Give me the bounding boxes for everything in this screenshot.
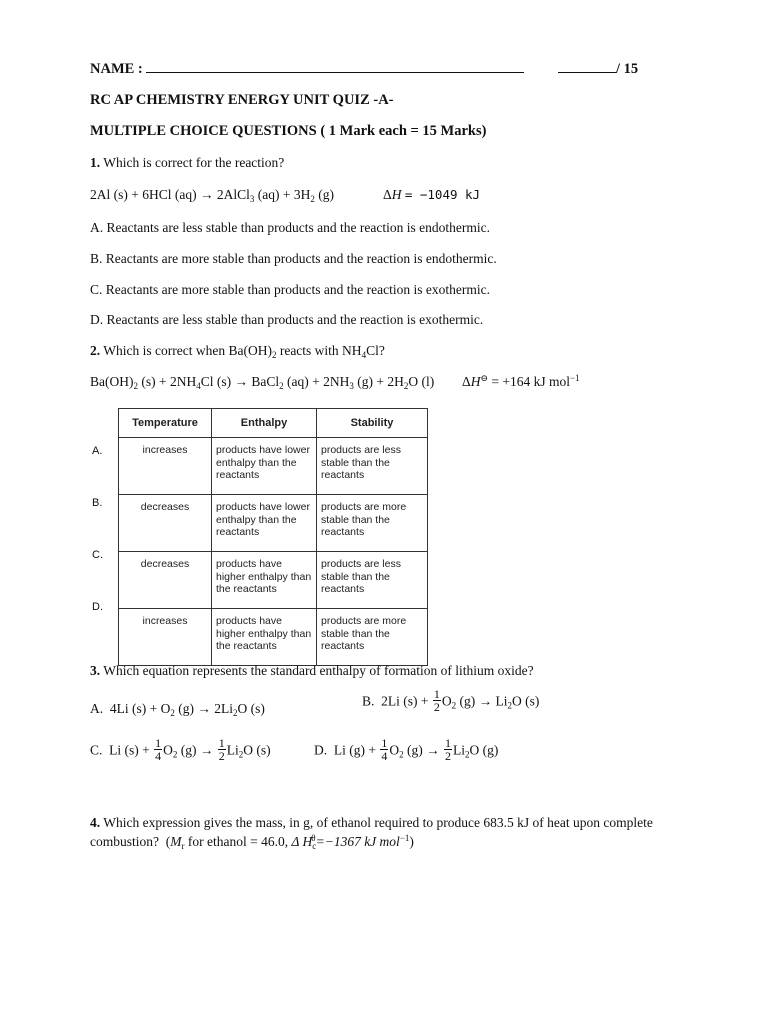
q2-options-table <box>118 408 428 666</box>
q4-enthalpy: =−1367 kJ mol <box>315 834 400 849</box>
row-d-stability: products are more stable than the reactants <box>317 609 428 666</box>
q3-option-c[interactable]: C. Li (s) + $\frac{1}{4}$ $O_2$ (g) → $\frac{1}{2}$ $Li_2O$ (s) <box>90 736 271 763</box>
row-a-letter: A. <box>92 445 103 457</box>
row-a-temperature: increases <box>119 438 212 495</box>
row-d-temperature: increases <box>119 609 212 666</box>
header-enthalpy: Enthalpy <box>212 409 317 438</box>
row-c-enthalpy: products have higher enthalpy than the reactants <box>212 552 317 609</box>
q2-prompt: 2. Which is correct when $Ba(OH)_2$ reacts with $NH_4Cl$? <box>90 343 385 360</box>
score-blank[interactable] <box>558 58 616 73</box>
name-label: NAME : <box>90 61 143 77</box>
q4-text: Which expression gives the mass, in g, of ethanol required to produce 683.5 kJ of heat upon complete <box>103 815 653 830</box>
q2-enthalpy-value: = +164 kJ mol <box>487 374 570 389</box>
q2-enthalpy: ΔH⊖ = +164 kJ mol$^{-1}$ <box>462 373 580 389</box>
q3-option-b[interactable]: B. 2Li (s) + $\frac{1}{2}$ $O_2$ $(g) \to Li_2O$ (s) <box>362 687 540 714</box>
q1-equation: 2Al (s) + 6HCl (aq) → 2AlCl$_3$ $(aq) + 3H_2$ (g) <box>90 187 334 204</box>
table-row[interactable] <box>119 495 428 552</box>
q2-number: 2. <box>90 343 101 358</box>
row-b-enthalpy: products have lower enthalpy than the reactants <box>212 495 317 552</box>
q1-option-b[interactable]: B. Reactants are more stable than products and the reaction is endothermic. <box>90 251 497 266</box>
table-header-row <box>119 409 428 438</box>
row-b-letter: B. <box>92 497 103 509</box>
row-c-temperature: decreases <box>119 552 212 609</box>
q3-option-a[interactable]: A. 4Li $(s) + O_2$ $(g) \to 2Li_2O$ (s) <box>90 701 265 718</box>
q1-option-c[interactable]: C. Reactants are more stable than products and the reaction is exothermic. <box>90 282 490 297</box>
table-row[interactable] <box>119 609 428 666</box>
row-d-letter: D. <box>92 601 103 613</box>
q1-number: 1. <box>90 155 101 170</box>
q4-prompt-line2: combustion? ($M_r$ for ethanol = 46.0, Δ $H_c^\theta=-1367$ kJ mol$^{-1}$) <box>90 833 414 851</box>
row-d-enthalpy: products have higher enthalpy than the reactants <box>212 609 317 666</box>
table-row[interactable] <box>119 438 428 495</box>
row-a-enthalpy: products have lower enthalpy than the reactants <box>212 438 317 495</box>
q1-option-d[interactable]: D. Reactants are less stable than products and the reaction is exothermic. <box>90 312 484 327</box>
q3-text: Which equation represents the standard enthalpy of formation of lithium oxide? <box>103 663 534 678</box>
table-row[interactable] <box>119 552 428 609</box>
q3-option-d[interactable]: D. Li (g) + $\frac{1}{4}$ $O_2$ (g) → $\frac{1}{2}$ $Li_2O$ (g) <box>314 736 499 763</box>
q4-prompt-line1 <box>90 815 653 831</box>
score-row <box>558 58 638 78</box>
q2-equation: $Ba(OH)_2$ $(s) + 2NH_4Cl$ (s) → BaCl$_2$ $(aq) + 2NH_3$ $(g) + 2H_2O$ (l) <box>90 374 435 391</box>
row-a-stability: products are less stable than the reactants <box>317 438 428 495</box>
q1-option-a[interactable]: A. Reactants are less stable than products and the reaction is endothermic. <box>90 220 490 235</box>
header-stability: Stability <box>317 409 428 438</box>
row-b-temperature: decreases <box>119 495 212 552</box>
q1-enthalpy-value: = −1049 kJ <box>404 187 481 202</box>
row-b-stability: products are more stable than the reactants <box>317 495 428 552</box>
name-row <box>90 58 524 78</box>
q1-prompt <box>90 155 284 171</box>
section-title: MULTIPLE CHOICE QUESTIONS ( 1 Mark each = 15 Marks) <box>90 123 487 139</box>
q1-enthalpy: ΔH = −1049 kJ <box>383 187 481 202</box>
row-c-stability: products are less stable than the reactants <box>317 552 428 609</box>
q3-number: 3. <box>90 663 101 678</box>
q4-number: 4. <box>90 815 101 830</box>
q3-prompt <box>90 663 534 679</box>
q1-text: Which is correct for the reaction? <box>103 155 285 170</box>
q4-mr: for ethanol = 46.0, <box>184 834 292 849</box>
header-temperature: Temperature <box>119 409 212 438</box>
name-blank[interactable] <box>146 58 524 73</box>
quiz-title: RC AP CHEMISTRY ENERGY UNIT QUIZ -A- <box>90 92 394 108</box>
score-total: / 15 <box>616 61 639 77</box>
row-c-letter: C. <box>92 549 103 561</box>
